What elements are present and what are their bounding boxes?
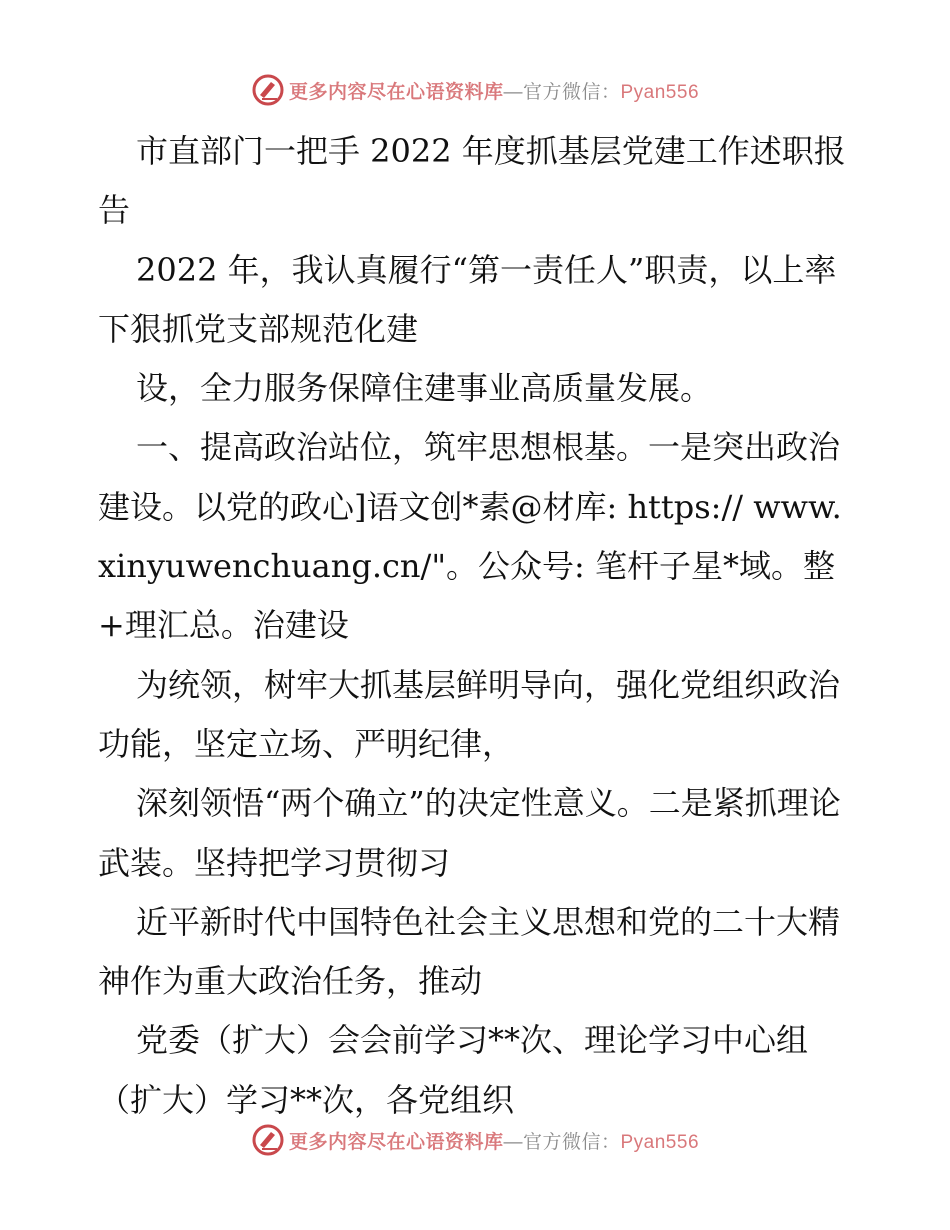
- paragraph-5: 深刻领悟“两个确立”的决定性意义。二是紧抓理论武装。坚持把学习贯彻习: [98, 784, 841, 882]
- watermark-account: Pyan556: [620, 1131, 700, 1153]
- paragraph-6: 近平新时代中国特色社会主义思想和党的二十大精神作为重大政治任务，推动: [98, 902, 841, 1001]
- book-quill-logo-icon: [251, 1123, 285, 1157]
- document-title: 市直部门一把手 2022 年度抓基层党建工作述职报告: [98, 132, 846, 230]
- watermark-main-text: 更多内容尽在心语资料库: [288, 81, 504, 103]
- footer-watermark-banner: [0, 1120, 950, 1160]
- paragraph-3: 一、提高政治站位，筑牢思想根基。一是突出政治建设。以党的政心]语文创*素@材库: https:// www.xinyuwenchuang.cn/"。公众号: 笔杆子星*域。整+理汇总。治建设: [98, 428, 842, 645]
- watermark-official-label: 官方微信：: [522, 81, 621, 103]
- paragraph-7: 党委（扩大）会会前学习**次、理论学习中心组（扩大）学习**次，各党组织: [98, 1021, 809, 1119]
- book-quill-logo-icon: [251, 73, 285, 107]
- paragraph-4: 为统领，树牢大抓基层鲜明导向，强化党组织政治功能，坚定立场、严明纪律，: [98, 665, 841, 763]
- paragraph-2: 设，全力服务保障住建事业高质量发展。: [136, 369, 713, 408]
- document-body: [98, 122, 858, 1130]
- watermark-dash: —: [503, 1131, 523, 1153]
- paragraph-1: 2022 年，我认真履行“第一责任人”职责，以上率下狠抓党支部规范化建: [98, 250, 837, 348]
- watermark-account: Pyan556: [620, 81, 700, 103]
- watermark-official-label: 官方微信：: [522, 1131, 621, 1153]
- watermark-text: [289, 1127, 699, 1154]
- header-watermark-banner: [0, 70, 950, 110]
- watermark-main-text: 更多内容尽在心语资料库: [288, 1131, 504, 1153]
- watermark-text: [289, 77, 699, 104]
- watermark-dash: —: [503, 81, 523, 103]
